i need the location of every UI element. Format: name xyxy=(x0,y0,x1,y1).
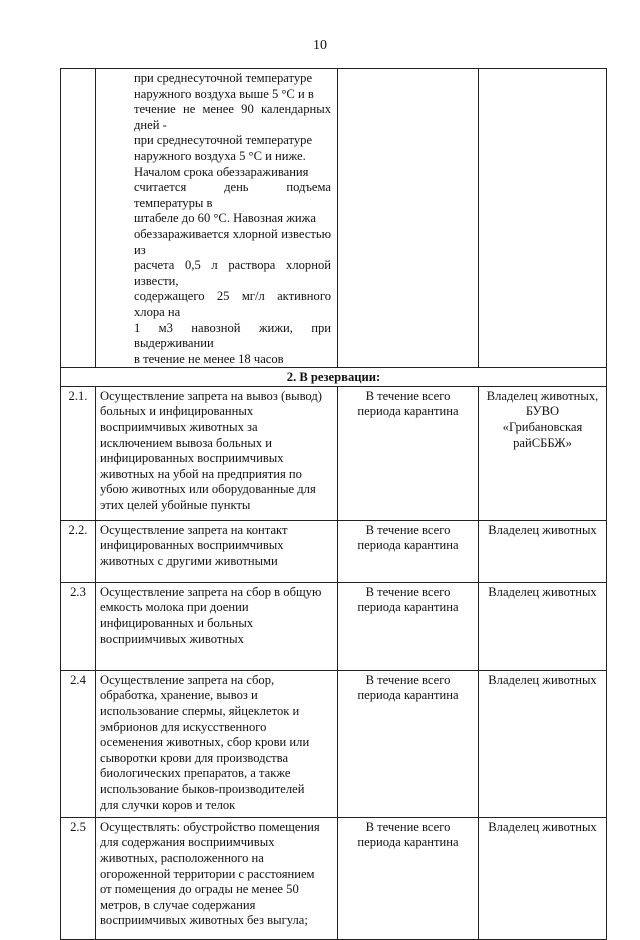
term-line: В течение всего xyxy=(365,672,451,687)
description-line: восприимчивых животных за xyxy=(100,420,258,435)
term-line: В течение всего xyxy=(365,388,451,403)
description-line: использование быков-производителей xyxy=(100,782,305,797)
section-header-row xyxy=(61,368,607,387)
description-line: для содержания восприимчивых xyxy=(100,835,275,850)
description-line: восприимчивых животных xyxy=(100,631,244,646)
row-number: 2.1. xyxy=(61,386,96,520)
description-line: исключением вывоза больных и xyxy=(100,435,273,450)
description-line: обеззараживается хлорной известью из xyxy=(134,226,331,257)
term-line: В течение всего xyxy=(365,819,451,834)
description-cell xyxy=(96,670,338,817)
term-cell xyxy=(338,386,479,520)
description-line: сыворотки крови для производства xyxy=(100,750,289,765)
responsible-line: «Грибановская xyxy=(502,420,583,435)
description-line: наружного воздуха выше 5 °С и в xyxy=(134,86,314,101)
description-line: Осуществление запрета на сбор в общую xyxy=(100,584,322,599)
description-line: течение не менее 90 календарных дней - xyxy=(134,102,331,132)
table-row-continuation xyxy=(61,69,607,368)
description-line: этих целей убойные пункты xyxy=(100,498,251,513)
description-line: животных на убой на предприятия по xyxy=(100,466,302,481)
description-line: для случки коров и телок xyxy=(100,797,236,812)
description-line: использование спермы, яйцеклеток и xyxy=(100,704,300,719)
term-line: В течение всего xyxy=(365,522,451,537)
responsible-line: Владелец животных xyxy=(488,672,597,687)
table-row xyxy=(61,520,607,582)
term-line: периода карантина xyxy=(357,835,459,850)
term-cell xyxy=(338,520,479,582)
description-line: при среднесуточной температуре xyxy=(134,71,313,85)
responsible-cell xyxy=(479,69,607,368)
description-line: штабеле до 60 °С. Навозная жижа xyxy=(134,211,316,226)
term-line: В течение всего xyxy=(365,584,451,599)
num-cell xyxy=(61,69,96,368)
description-line: восприимчивых животных без выгула; xyxy=(100,913,308,928)
responsible-cell xyxy=(479,386,607,520)
description-cell xyxy=(96,69,338,368)
description-line: Началом срока обеззараживания xyxy=(134,164,309,179)
responsible-line: БУВО xyxy=(525,404,560,419)
description-line: животных, расположенного на xyxy=(100,851,264,866)
description-line: животных с другими животными xyxy=(100,554,278,569)
row-number: 2.5 xyxy=(61,817,96,939)
description-line: в течение не менее 18 часов xyxy=(134,351,284,366)
row-number: 2.3 xyxy=(61,582,96,670)
description-line: расчета 0,5 л раствора хлорной извести, xyxy=(134,258,331,288)
description-line: инфицированных восприимчивых xyxy=(100,451,284,466)
responsible-line: Владелец животных, xyxy=(486,388,599,403)
responsible-cell xyxy=(479,670,607,817)
responsible-cell xyxy=(479,817,607,939)
description-line: Осуществление запрета на контакт xyxy=(100,522,288,537)
row-number: 2.4 xyxy=(61,670,96,817)
description-line: больных и инфицированных xyxy=(100,404,254,419)
responsible-cell xyxy=(479,520,607,582)
responsible-line: Владелец животных xyxy=(488,522,597,537)
term-cell xyxy=(338,582,479,670)
description-line: Осуществление запрета на сбор, xyxy=(100,672,275,687)
description-line: инфицированных восприимчивых xyxy=(100,538,284,553)
description-line: биологических препаратов, а также xyxy=(100,766,291,781)
term-cell xyxy=(338,817,479,939)
description-line: огороженной территории с расстоянием xyxy=(100,866,315,881)
description-line: считается день подъема температуры в xyxy=(134,180,331,210)
description-line: наружного воздуха 5 °С и ниже. xyxy=(134,148,306,163)
responsible-line: райСББЖ» xyxy=(513,435,572,450)
row-number: 2.2. xyxy=(61,520,96,582)
description-line: осеменения животных, сбор крови или xyxy=(100,735,310,750)
description-line: обработка, хранение, вывоз и xyxy=(100,688,258,703)
table-row xyxy=(61,386,607,520)
description-cell xyxy=(96,582,338,670)
section-title: 2. В резервации: xyxy=(61,368,607,387)
description-line: убою животных или оборудованные для xyxy=(100,482,316,497)
responsible-cell xyxy=(479,582,607,670)
term-line: периода карантина xyxy=(357,600,459,615)
measures-table xyxy=(60,68,607,940)
term-cell xyxy=(338,69,479,368)
responsible-line: Владелец животных xyxy=(488,819,597,834)
table-row xyxy=(61,670,607,817)
description-line: при среднесуточной температуре xyxy=(134,133,313,148)
description-line: Осуществлять: обустройство помещения xyxy=(100,819,320,834)
description-line: емкость молока при доении xyxy=(100,600,249,615)
description-line: Осуществление запрета на вывоз (вывод) xyxy=(100,388,322,403)
term-line: периода карантина xyxy=(357,538,459,553)
responsible-line: Владелец животных xyxy=(488,584,597,599)
description-cell xyxy=(96,386,338,520)
description-cell xyxy=(96,520,338,582)
description-line: от помещения до ограды не менее 50 xyxy=(100,882,299,897)
description-line: содержащего 25 мг/л активного хлора на xyxy=(134,289,331,319)
description-cell xyxy=(96,817,338,939)
term-line: периода карантина xyxy=(357,404,459,419)
term-line: периода карантина xyxy=(357,688,459,703)
description-line: инфицированных и больных xyxy=(100,616,254,631)
page-number: 10 xyxy=(313,38,327,53)
description-line: метров, в случае содержания xyxy=(100,897,256,912)
description-line: 1 м3 навозной жижи, при выдерживании xyxy=(134,320,331,351)
term-cell xyxy=(338,670,479,817)
description-line: эмбрионов для искусственного xyxy=(100,719,267,734)
table-row xyxy=(61,817,607,939)
table-row xyxy=(61,582,607,670)
